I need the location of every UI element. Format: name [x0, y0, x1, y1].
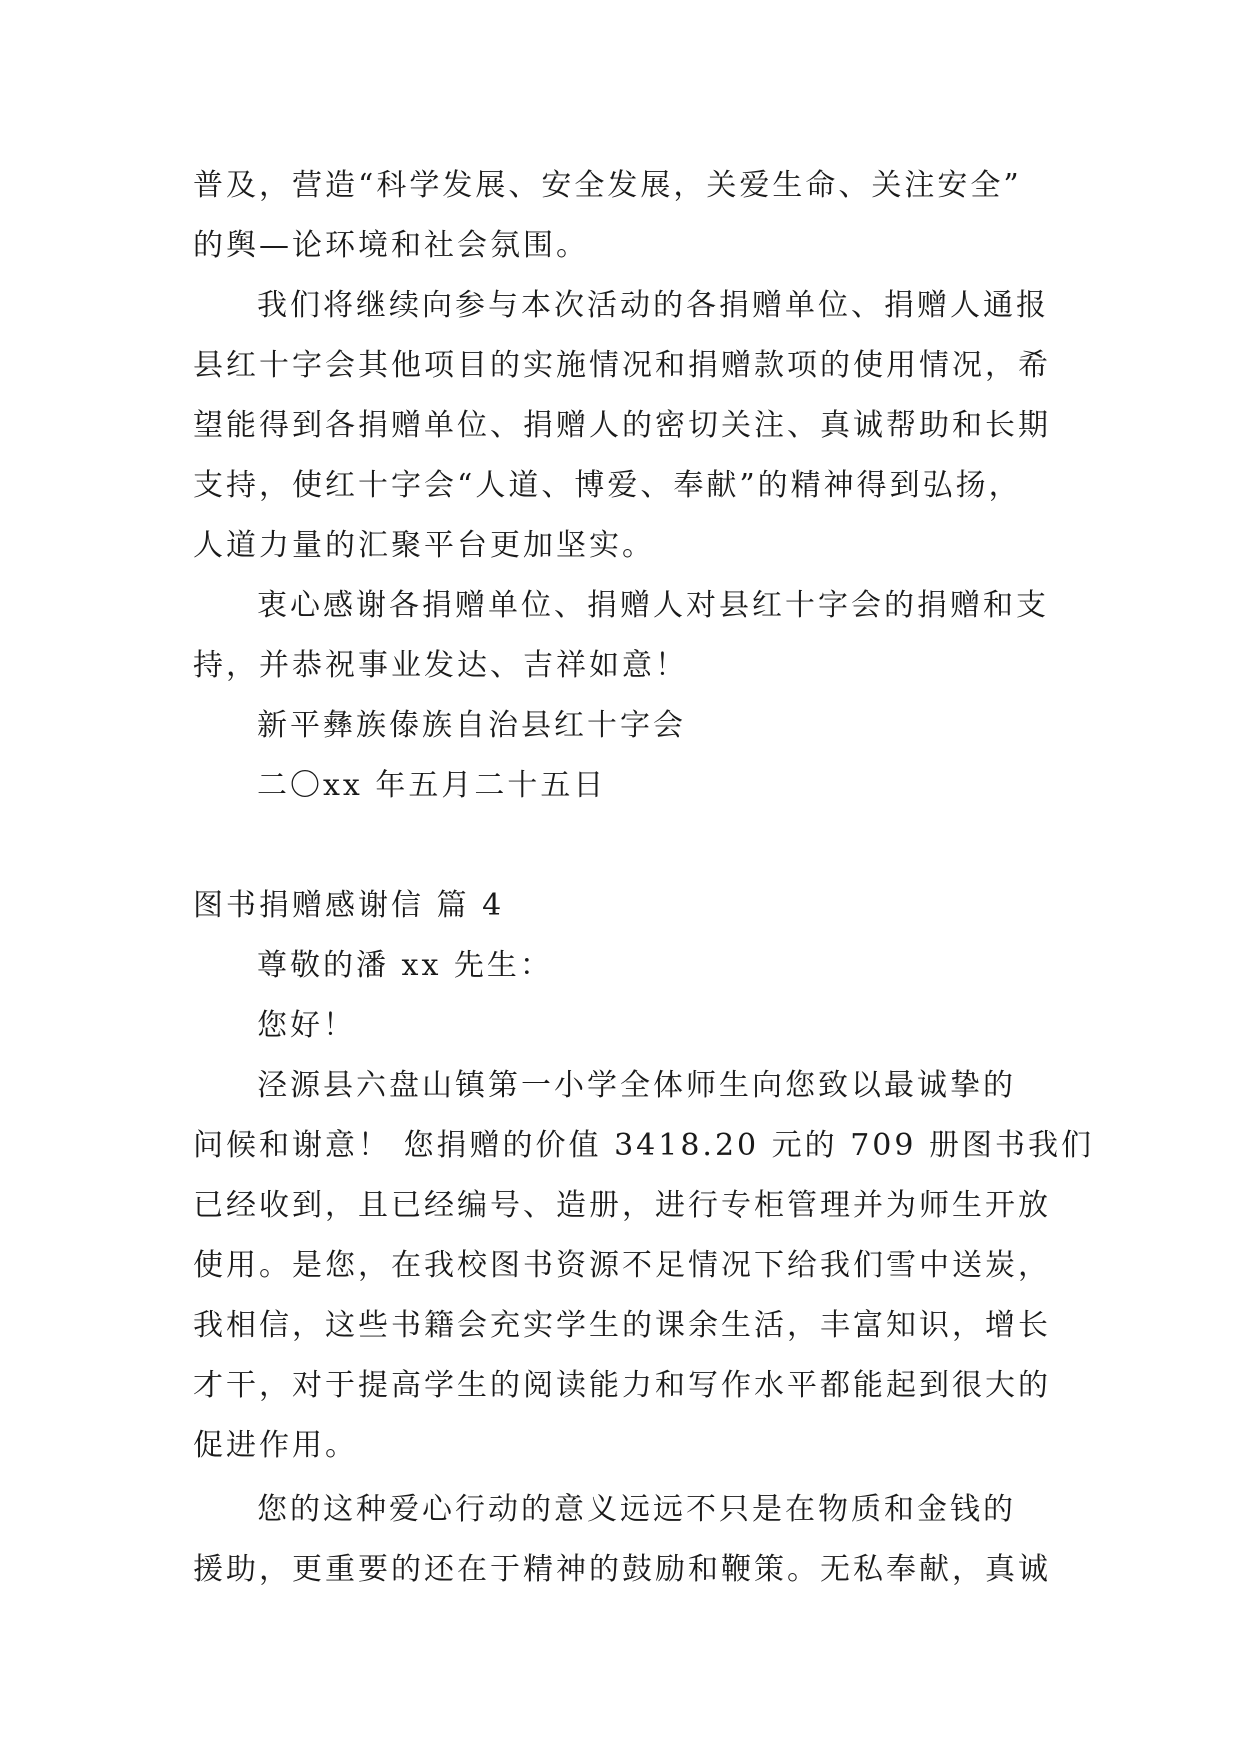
text-line: 我们将继续向参与本次活动的各捐赠单位、捐赠人通报 [257, 288, 1049, 323]
text-line: 援助，更重要的还在于精神的鼓励和鞭策。无私奉献，真诚 [193, 1552, 1051, 1587]
paragraph-book-donation [193, 1056, 1094, 1476]
text-line: 我相信，这些书籍会充实学生的课余生活，丰富知识，增长 [193, 1308, 1051, 1343]
paragraph-public-opinion [193, 156, 1053, 276]
paragraph-thanks [193, 576, 1053, 696]
text-line: 的舆—论环境和社会氛围。 [193, 228, 589, 263]
text-line: 普及，营造“科学发展、安全发展，关爱生命、关注安全” [193, 168, 1022, 203]
signature: 新平彝族傣族自治县红十字会 [257, 708, 686, 743]
text-line: 泾源县六盘山镇第一小学全体师生向您致以最诚挚的 [257, 1068, 1016, 1103]
text-line: 衷心感谢各捐赠单位、捐赠人对县红十字会的捐赠和支 [257, 588, 1049, 623]
letter-date: 二〇xx 年五月二十五日 [257, 768, 607, 803]
text-line: 支持，使红十字会“人道、博爱、奉献”的精神得到弘扬， [193, 468, 1022, 503]
text-line: 持，并恭祝事业发达、吉祥如意！ [193, 648, 688, 683]
text-line: 县红十字会其他项目的实施情况和捐赠款项的使用情况，希 [193, 348, 1051, 383]
text-line: 问候和谢意！ 您捐赠的价值 3418.20 元的 709 册图书我们 [193, 1128, 1094, 1163]
text-line: 促进作用。 [193, 1428, 358, 1463]
text-line: 使用。是您，在我校图书资源不足情况下给我们雪中送炭， [193, 1248, 1051, 1283]
text-line: 您的这种爱心行动的意义远远不只是在物质和金钱的 [257, 1492, 1016, 1527]
text-line: 才干，对于提高学生的阅读能力和写作水平都能起到很大的 [193, 1368, 1051, 1403]
greeting: 您好！ [257, 1008, 356, 1043]
section-spacer [193, 816, 1053, 876]
text-line: 已经收到，且已经编号、造册，进行专柜管理并为师生开放 [193, 1188, 1051, 1223]
paragraph-significance [193, 1480, 1053, 1600]
paragraph-report-projects [193, 276, 1053, 576]
section-heading: 图书捐赠感谢信 篇 4 [193, 888, 505, 923]
salutation: 尊敬的潘 xx 先生： [257, 948, 553, 983]
text-line: 人道力量的汇聚平台更加坚实。 [193, 528, 655, 563]
text-line: 望能得到各捐赠单位、捐赠人的密切关注、真诚帮助和长期 [193, 408, 1051, 443]
document-body [193, 156, 1094, 1600]
